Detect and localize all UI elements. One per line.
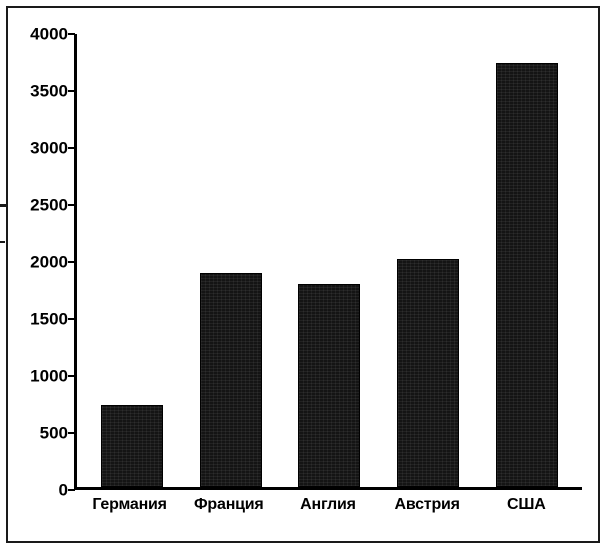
x-tick-label: США — [507, 496, 546, 513]
y-tick-label: 2000 — [30, 252, 68, 272]
y-tick-mark — [68, 33, 75, 35]
y-tick-mark — [68, 489, 75, 491]
y-axis — [8, 24, 68, 500]
x-tick-label: Англия — [300, 496, 356, 513]
y-tick-mark — [68, 375, 75, 377]
y-tick-label: 2500 — [30, 195, 68, 215]
y-tick-label: 1000 — [30, 366, 68, 386]
bar-germaniya — [101, 405, 163, 487]
bar-slot — [84, 34, 180, 487]
bar-ssha — [496, 63, 558, 487]
bar-frantsiya — [200, 273, 262, 487]
x-axis — [74, 496, 582, 530]
x-tick-label: Австрия — [394, 496, 460, 513]
y-tick-label: 500 — [39, 423, 68, 443]
y-tick-mark — [68, 204, 75, 206]
y-tick-mark — [68, 432, 75, 434]
chart-border — [6, 6, 600, 543]
y-tick-label: 3000 — [30, 138, 68, 158]
y-tick-mark — [68, 147, 75, 149]
bar-avstriya — [397, 259, 459, 487]
bar-slot — [183, 34, 279, 487]
y-tick-mark — [68, 318, 75, 320]
y-tick-label: 1500 — [30, 309, 68, 329]
y-tick-mark — [68, 90, 75, 92]
y-tick-label: 3500 — [30, 81, 68, 101]
scan-artifact-left-bottom — [0, 241, 5, 243]
bar-slot — [479, 34, 575, 487]
y-tick-label: 0 — [58, 480, 68, 500]
x-tick-label: Германия — [92, 496, 167, 513]
x-tick-label: Франция — [193, 496, 264, 513]
plot-area — [74, 34, 582, 490]
y-tick-mark — [68, 261, 75, 263]
bar-slot — [380, 34, 476, 487]
y-tick-label: 4000 — [30, 24, 68, 44]
bar-angliya — [298, 284, 360, 487]
bar-series — [77, 34, 582, 487]
bar-slot — [281, 34, 377, 487]
